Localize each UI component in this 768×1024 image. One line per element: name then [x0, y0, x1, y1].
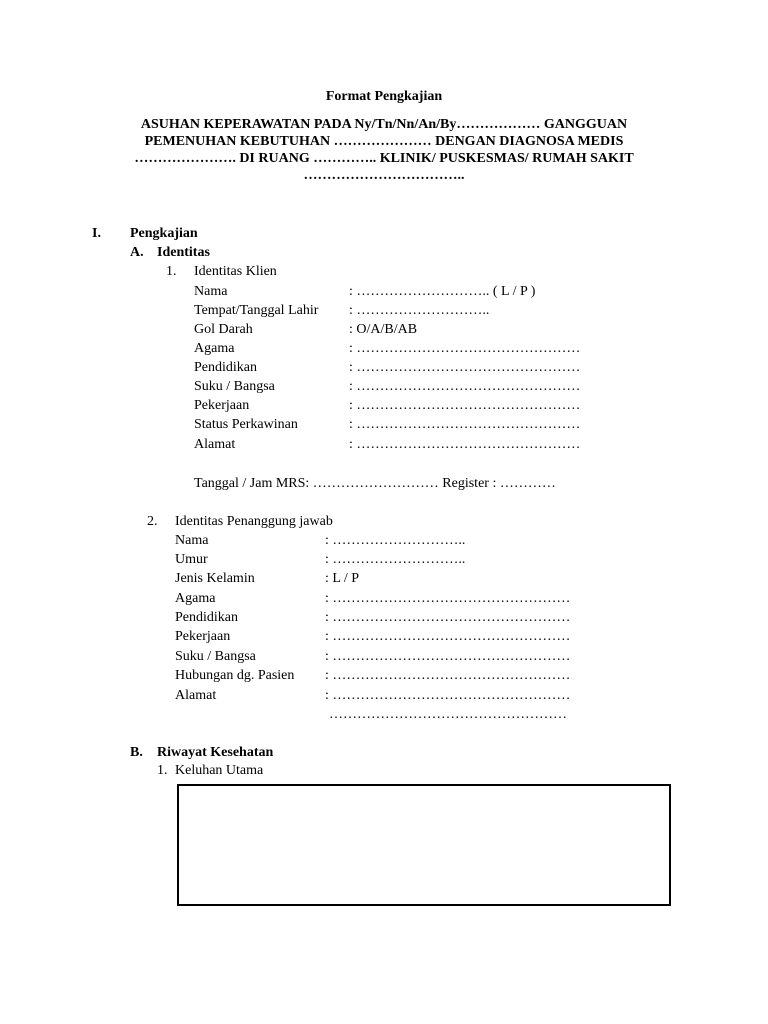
- guardian-number: 2.: [147, 514, 158, 529]
- field-value: : ……………………………………………: [325, 610, 571, 625]
- field-value: : …………………………………………: [349, 417, 581, 432]
- client-title: Identitas Klien: [194, 264, 277, 279]
- keluhan-utama-box[interactable]: [177, 784, 671, 906]
- field-label: Alamat: [175, 688, 217, 703]
- field-label: Pekerjaan: [194, 398, 250, 413]
- field-label: Pendidikan: [194, 360, 257, 375]
- field-label: Status Perkawinan: [194, 417, 298, 432]
- mrs-register-line: Tanggal / Jam MRS: ……………………… Register : …………: [194, 476, 556, 491]
- guardian-title: Identitas Penanggung jawab: [175, 514, 333, 529]
- keluhan-number: 1.: [157, 763, 168, 778]
- document-title: Format Pengkajian: [325, 89, 443, 104]
- field-value: : ………………………..: [325, 552, 466, 567]
- section-title: Pengkajian: [130, 226, 198, 241]
- subsection-a-title: Identitas: [157, 245, 210, 260]
- field-label: Suku / Bangsa: [194, 379, 275, 394]
- field-label: Umur: [175, 552, 208, 567]
- field-value: : ……………………………………………: [325, 649, 571, 664]
- subsection-a-label: A.: [130, 245, 144, 260]
- field-label: Pekerjaan: [175, 629, 231, 644]
- field-value: : ……………………………………………: [325, 591, 571, 606]
- field-value: : O/A/B/AB: [349, 322, 418, 337]
- field-value: : L / P: [325, 571, 360, 586]
- section-number: I.: [92, 226, 101, 241]
- field-value: : …………………………………………: [349, 341, 581, 356]
- subsection-b-label: B.: [130, 745, 143, 760]
- field-value: : ……………………………………………: [325, 688, 571, 703]
- field-label: Suku / Bangsa: [175, 649, 256, 664]
- heading-line-2: PEMENUHAN KEBUTUHAN ………………… DENGAN DIAGNOSA MEDIS: [144, 134, 624, 149]
- field-label: Nama: [175, 533, 209, 548]
- field-value: : ………………………..: [325, 533, 466, 548]
- address-continuation: ……………………………………………: [329, 707, 567, 722]
- field-value: : …………………………………………: [349, 437, 581, 452]
- field-label: Gol Darah: [194, 322, 253, 337]
- field-label: Agama: [194, 341, 235, 356]
- field-label: Jenis Kelamin: [175, 571, 255, 586]
- field-value: : ………………………..: [349, 303, 490, 318]
- keluhan-title: Keluhan Utama: [175, 763, 264, 778]
- field-value: : …………………………………………: [349, 398, 581, 413]
- field-label: Tempat/Tanggal Lahir: [194, 303, 319, 318]
- field-label: Hubungan dg. Pasien: [175, 668, 295, 683]
- field-label: Alamat: [194, 437, 236, 452]
- heading-line-3: …………………. DI RUANG ………….. KLINIK/ PUSKESMAS/ RUMAH SAKIT: [134, 151, 634, 166]
- field-value: : ……………………….. ( L / P ): [349, 284, 536, 299]
- client-number: 1.: [166, 264, 177, 279]
- heading-line-1: ASUHAN KEPERAWATAN PADA Ny/Tn/Nn/An/By……………… GANGGUAN: [140, 117, 628, 132]
- heading-line-4: ……………………………..: [303, 168, 465, 183]
- subsection-b-title: Riwayat Kesehatan: [157, 745, 274, 760]
- field-value: : ……………………………………………: [325, 668, 571, 683]
- field-value: : …………………………………………: [349, 379, 581, 394]
- field-label: Nama: [194, 284, 228, 299]
- field-value: : …………………………………………: [349, 360, 581, 375]
- field-value: : ……………………………………………: [325, 629, 571, 644]
- field-label: Agama: [175, 591, 216, 606]
- field-label: Pendidikan: [175, 610, 238, 625]
